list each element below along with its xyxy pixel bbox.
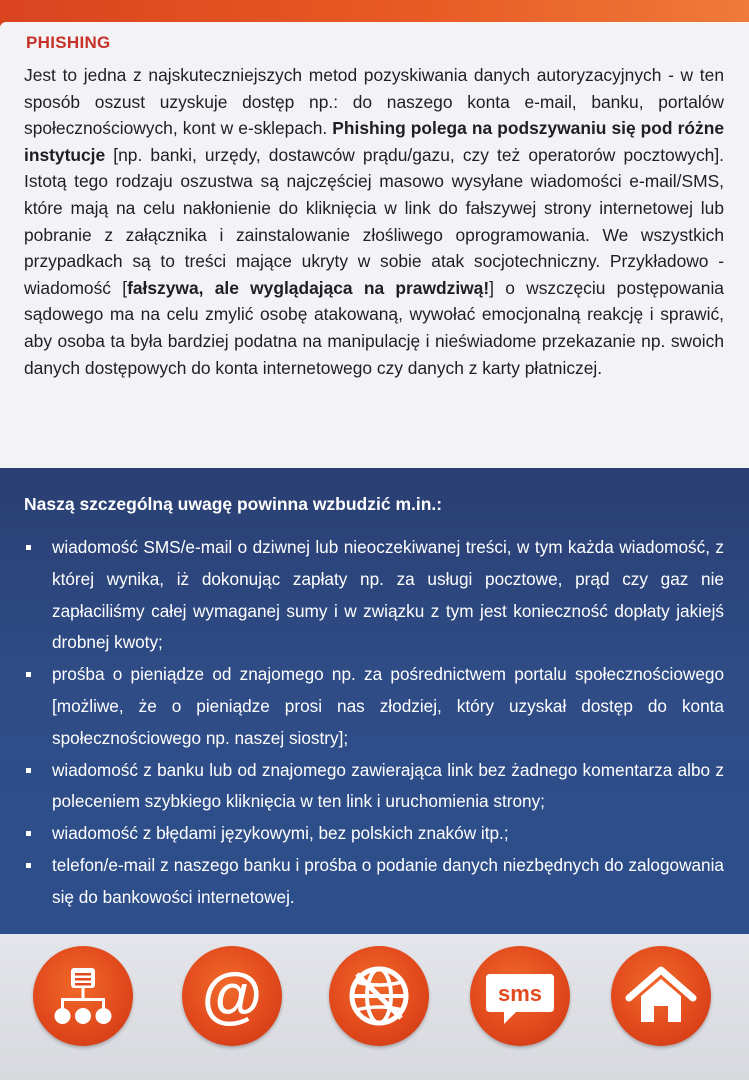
intro-text-2: [np. banki, urzędy, dostawców prądu/gazu, czy też operatorów pocztowych]. Istotą tego rodzaju oszustwa są najczęściej masowo wysyłane wiadomości e-mail/SMS, które mają na celu nakłonienie do kliknięcia w link do fałszywej strony internetowej lub pobranie z załącznika i zainstalowanie złośliwego oprogramowania. We wszystkich przypadkach są to treści mające ukryty w sobie atak socjotechniczny. Przykładowo - wiadomość [ <box>24 144 724 298</box>
sms-icon <box>470 946 570 1046</box>
home-icon <box>611 946 711 1046</box>
intro-bold-1: Phishing polega na podszywaniu się pod różne instytucje <box>24 118 724 165</box>
bullet-icon <box>26 545 31 550</box>
attention-panel <box>0 468 749 934</box>
list-item-text: prośba o pieniądze od znajomego np. za pośrednictwem portalu społecznościowego [możliwe, że o pieniądze prosi nas złodziej, który uzyskał dostęp do konta społecznościowego np. naszej siostry]; <box>52 664 724 748</box>
bullet-icon <box>26 863 31 868</box>
list-item <box>22 532 724 659</box>
list-item <box>22 659 724 754</box>
icon-strip <box>0 946 749 1076</box>
globe-icon <box>329 946 429 1046</box>
list-item-text: wiadomość SMS/e-mail o dziwnej lub nieoczekiwanej treści, w tym każda wiadomość, z której wynika, iż dokonując zapłaty np. za usługi pocztowe, prąd czy gaz nie zapłaciliśmy całej wymaganej sumy i w związku z tym jest konieczność dopłaty jakiejś drobnej kwoty; <box>52 537 724 653</box>
at-sign-icon <box>182 946 282 1046</box>
bullet-icon <box>26 768 31 773</box>
sms-label: sms <box>497 981 543 1006</box>
network-icon <box>33 946 133 1046</box>
intro-paragraph <box>24 62 724 381</box>
bullet-icon <box>26 831 31 836</box>
intro-text-1: Jest to jedna z najskuteczniejszych metod pozyskiwania danych autoryzacyjnych - w ten sposób oszust uzyskuje dostęp np.: do naszego konta e-mail, banku, portalów społecznościowych, kont w e-sklepach. <box>24 65 724 139</box>
list-item-text: wiadomość z błędami językowymi, bez polskich znaków itp.; <box>52 823 509 844</box>
intro-text-3: ] o wszczęciu postępowania sądowego ma na celu zmylić osobę atakowaną, wywołać emocjonalną reakcję i sprawić, aby osoba ta była bardziej podatna na manipulację i nieświadome przekazanie np. swoich danych dostępowych do konta internetowego czy danych z karty płatniczej. <box>24 277 724 378</box>
bullet-icon <box>26 672 31 677</box>
list-item <box>22 755 724 819</box>
at-symbol: @ <box>201 961 263 1030</box>
intro-bold-2: fałszywa, ale wyglądająca na prawdziwą! <box>127 277 490 298</box>
warning-list <box>22 532 724 914</box>
attention-title: Naszą szczególną uwagę powinna wzbudzić m.in.: <box>24 494 443 514</box>
section-heading: PHISHING <box>26 33 111 52</box>
list-item <box>22 850 724 914</box>
list-item-text: telefon/e-mail z naszego banku i prośba o podanie danych niezbędnych do zalogowania się do bankowości internetowej. <box>52 854 724 907</box>
list-item-text: wiadomość z banku lub od znajomego zawierająca link bez żadnego komentarza albo z poleceniem szybkiego kliknięcia w ten link i uruchomienia strony; <box>52 759 724 812</box>
list-item <box>22 818 724 850</box>
